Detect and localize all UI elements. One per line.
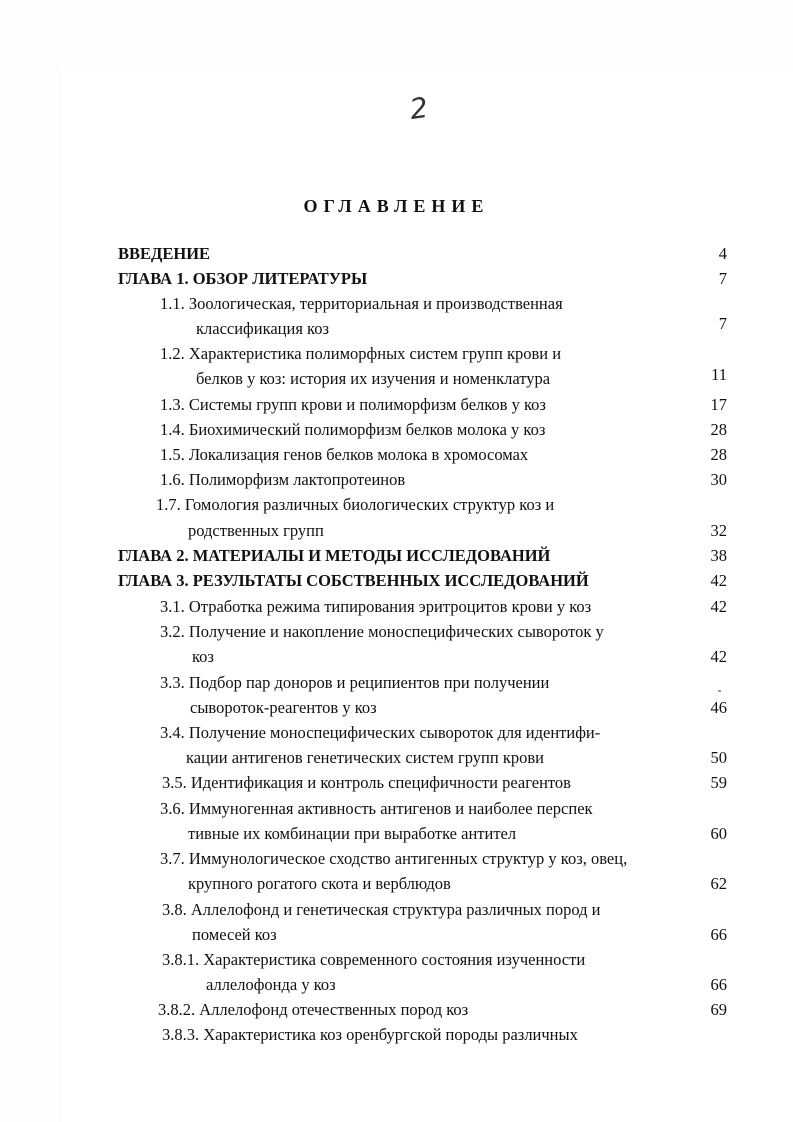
toc-entry-text: помесей коз bbox=[192, 925, 277, 944]
toc-entry-page: 11 bbox=[711, 365, 727, 384]
toc-entry-text: 3.8.1. Характеристика современного состояния изученности bbox=[162, 950, 586, 969]
toc-title: ОГЛАВЛЕНИЕ bbox=[303, 196, 490, 216]
toc-entry-text: крупного рогатого скота и верблюдов bbox=[188, 874, 451, 893]
toc-entry-page: 28 bbox=[710, 445, 727, 464]
toc-entry-text: 1.5. Локализация генов белков молока в хромосомах bbox=[160, 445, 529, 464]
toc-entry-text: 3.8. Аллелофонд и генетическая структура различных пород и bbox=[162, 900, 601, 919]
toc-entry-text: 3.7. Иммунологическое сходство антигенных структур у коз, овец, bbox=[160, 849, 628, 868]
toc-entry-text: 3.5. Идентификация и контроль специфичности реагентов bbox=[162, 773, 571, 792]
toc-entry-text: ГЛАВА 2. МАТЕРИАЛЫ И МЕТОДЫ ИССЛЕДОВАНИЙ bbox=[118, 546, 551, 565]
toc-entry-text: ГЛАВА 3. РЕЗУЛЬТАТЫ СОБСТВЕННЫХ ИССЛЕДОВАНИЙ bbox=[118, 571, 589, 590]
toc-entry-page: 17 bbox=[710, 395, 727, 414]
toc-entry-page: 42 bbox=[710, 597, 727, 616]
toc-entry-text: родственных групп bbox=[188, 521, 324, 540]
toc-entry-text: 3.8.2. Аллелофонд отечественных пород коз bbox=[158, 1000, 469, 1019]
toc-entry-page: 42 bbox=[710, 647, 727, 666]
toc-entry-text: 1.6. Полиморфизм лактопротеинов bbox=[160, 470, 406, 489]
toc-entry-page: 7 bbox=[718, 269, 727, 288]
toc-entry-text: 3.2. Получение и накопление моноспецифических сывороток у bbox=[160, 622, 604, 641]
toc-entry-page: 38 bbox=[710, 546, 727, 565]
toc-entry-text: 1.2. Характеристика полиморфных систем групп крови и bbox=[160, 344, 562, 363]
toc-entry-page: 42 bbox=[710, 571, 727, 590]
toc-entry-page: 30 bbox=[710, 470, 727, 489]
toc-entry-text: классификация коз bbox=[196, 319, 329, 338]
toc-entry-text: коз bbox=[192, 647, 214, 666]
toc-entry-text: тивные их комбинации при выработке антител bbox=[188, 824, 517, 843]
toc-entry-text: 3.1. Отработка режима типирования эритроцитов крови у коз bbox=[160, 597, 592, 616]
handwritten-page-number: 2 bbox=[407, 90, 431, 127]
scan-speck bbox=[718, 690, 721, 692]
toc-entry-page: 59 bbox=[710, 773, 727, 792]
toc-entry-page: 28 bbox=[710, 420, 727, 439]
toc-entry-text: 1.1. Зоологическая, территориальная и производственная bbox=[160, 294, 563, 313]
toc-entry-text: 3.8.3. Характеристика коз оренбургской породы различных bbox=[162, 1025, 578, 1044]
toc-entry-page: 66 bbox=[710, 925, 727, 944]
toc-entry-page: 62 bbox=[710, 874, 727, 893]
toc-entry-page: 32 bbox=[710, 521, 727, 540]
toc-entry-page: 69 bbox=[710, 1000, 727, 1019]
toc-entry-text: сывороток-реагентов у коз bbox=[190, 698, 377, 717]
toc-entry-text: 1.4. Биохимический полиморфизм белков молока у коз bbox=[160, 420, 546, 439]
toc-entry-text: аллелофонда у коз bbox=[206, 975, 336, 994]
toc-entry-page: 50 bbox=[710, 748, 727, 767]
toc-entry-text: ГЛАВА 1. ОБЗОР ЛИТЕРАТУРЫ bbox=[118, 269, 368, 288]
toc-entry-text: 3.6. Иммуногенная активность антигенов и наиболее перспек bbox=[160, 799, 593, 818]
toc-entry-text: ВВЕДЕНИЕ bbox=[118, 244, 211, 263]
toc-entry-text: 1.3. Системы групп крови и полиморфизм белков у коз bbox=[160, 395, 546, 414]
toc-entry-page: 7 bbox=[718, 314, 727, 333]
toc-entry-text: 3.4. Получение моноспецифических сывороток для идентифи- bbox=[160, 723, 601, 742]
toc-entry-text: кации антигенов генетических систем групп крови bbox=[186, 748, 544, 767]
toc-entry-page: 60 bbox=[710, 824, 727, 843]
toc-entry-page: 66 bbox=[710, 975, 727, 994]
toc-entry-page: 4 bbox=[718, 244, 727, 263]
toc-entry-page: 46 bbox=[710, 698, 727, 717]
toc-entry-text: 3.3. Подбор пар доноров и реципиентов при получении bbox=[160, 673, 550, 692]
toc-entry-text: белков у коз: история их изучения и номенклатура bbox=[196, 369, 551, 388]
toc-entry-text: 1.7. Гомология различных биологических структур коз и bbox=[156, 495, 555, 514]
